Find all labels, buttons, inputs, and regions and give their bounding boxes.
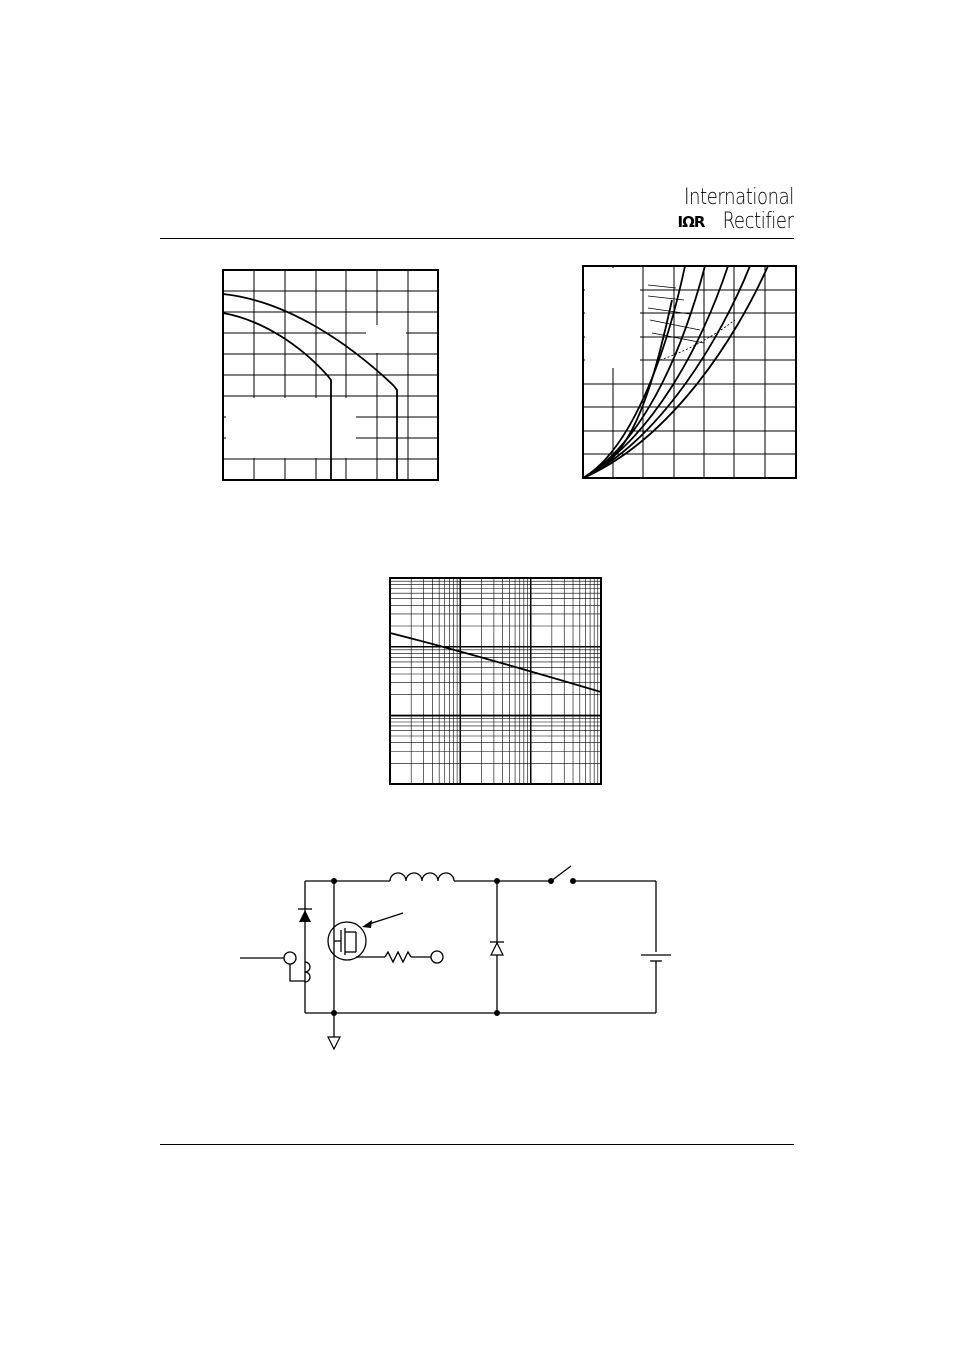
company-name-line1: International — [684, 185, 794, 210]
ior-logo-mark: IΩR — [677, 213, 705, 231]
company-name-line2: Rectifier — [722, 209, 794, 234]
figure-middle — [390, 578, 601, 784]
figure-top-left — [223, 270, 438, 480]
figure-top-right — [583, 266, 796, 478]
test-circuit — [240, 866, 671, 1049]
